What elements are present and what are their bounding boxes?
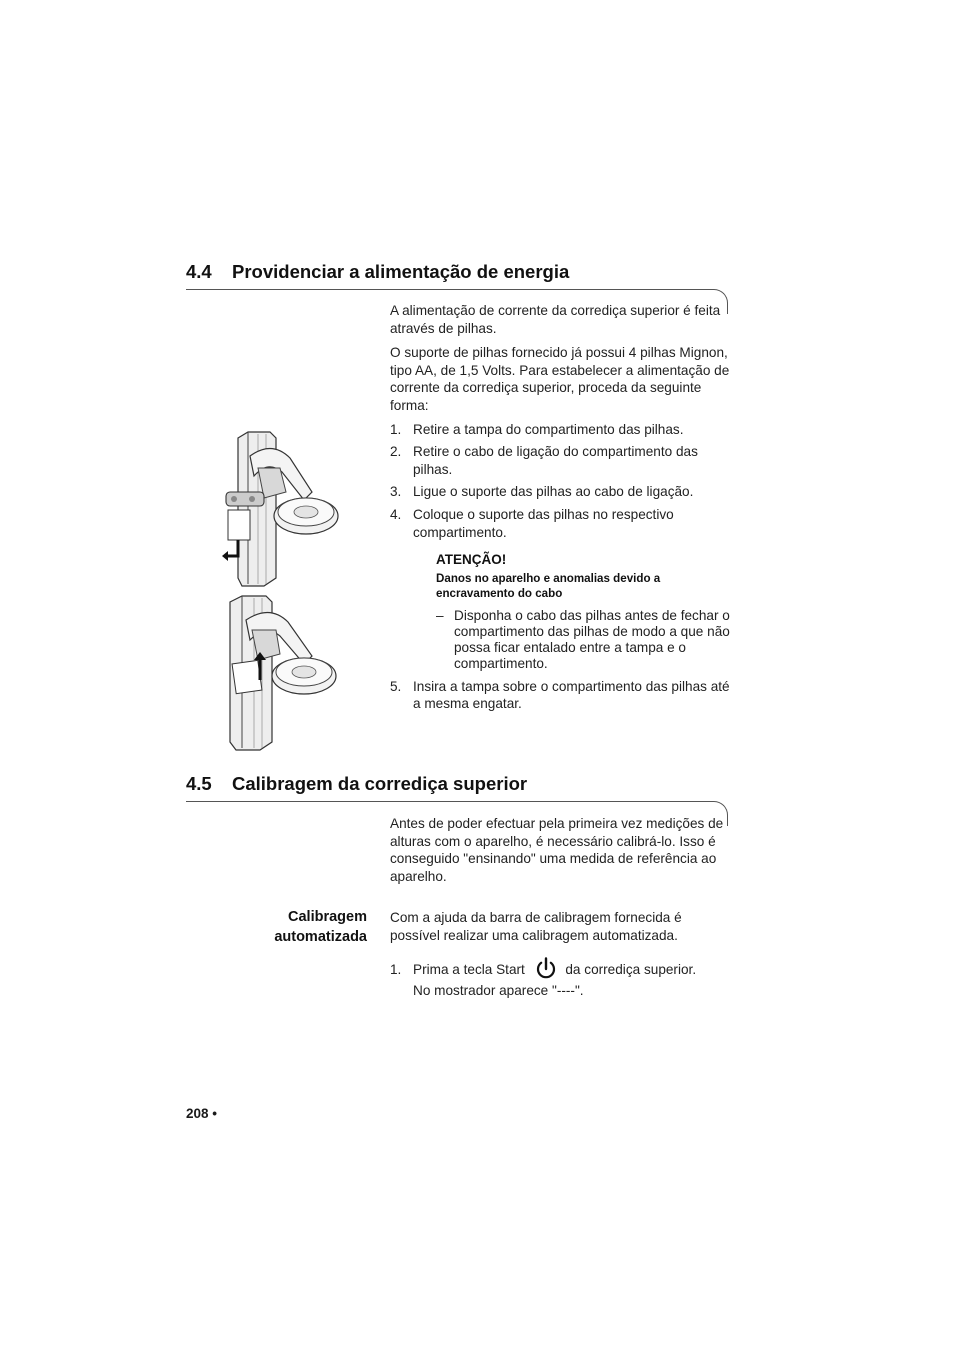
section-4-4-body: [390, 302, 730, 713]
list-item: [390, 421, 730, 439]
side-heading-line: Calibragem: [288, 909, 367, 925]
step-number: 1.: [390, 421, 402, 437]
step-number: 4.: [390, 506, 402, 522]
list-item: [390, 678, 730, 713]
power-icon: [534, 957, 558, 981]
step-text: Ligue o suporte das pilhas ao cabo de ligação.: [413, 484, 694, 500]
step-text: Retire a tampa do compartimento das pilhas.: [413, 421, 684, 437]
step-number: 5.: [390, 678, 402, 694]
step-text: da corrediça superior.: [565, 962, 697, 977]
battery-paragraph: O suporte de pilhas fornecido já possui 4 pilhas Mignon, tipo AA, de 1,5 Volts. Para estabelecer a alimentação de corrente da corrediça superior, proceda da seguinte forma:: [390, 345, 730, 413]
list-item: [390, 506, 730, 541]
cover-close-illustration: [220, 592, 342, 752]
steps-list-continued: [390, 678, 730, 713]
warning-box: [436, 551, 730, 672]
steps-list: [390, 421, 730, 542]
step-number: 1.: [390, 962, 402, 977]
step-text: Insira a tampa sobre o compartimento das pilhas até a mesma engatar.: [413, 678, 730, 712]
calibration-intro: Antes de poder efectuar pela primeira vez medições de alturas com o aparelho, é necessário calibrá-lo. Isso é conseguido "ensinando" uma medida de referência ao aparelho.: [390, 816, 724, 884]
dash-bullet: –: [436, 607, 444, 623]
battery-insert-illustration: [220, 428, 342, 590]
section-number: 4.5: [186, 773, 212, 794]
step-text: Prima a tecla Start: [413, 962, 525, 977]
step-text: Coloque o suporte das pilhas no respectivo compartimento.: [413, 506, 674, 540]
calibration-step-1: [390, 957, 730, 981]
step-number: 2.: [390, 444, 402, 460]
section-4-4-heading: [186, 261, 569, 283]
list-item: [390, 483, 730, 501]
warning-title: ATENÇÃO!: [436, 552, 507, 568]
intro-paragraph: A alimentação de corrente da corrediça superior é feita através de pilhas.: [390, 303, 721, 336]
side-heading-line: automatizada: [274, 929, 367, 945]
auto-calibration-paragraph: Com a ajuda da barra de calibragem fornecida é possível realizar uma calibragem automatizada.: [390, 910, 682, 943]
page-number: 208 •: [186, 1106, 218, 1121]
warning-subtitle: Danos no aparelho e anomalias devido a encravamento do cabo: [436, 571, 661, 601]
list-item: [390, 443, 730, 478]
calibration-step-note: No mostrador aparece "----".: [413, 983, 584, 998]
step-text: Retire o cabo de ligação do compartimento das pilhas.: [413, 444, 698, 477]
warning-item: [436, 608, 730, 672]
section-title: Calibragem da corrediça superior: [232, 773, 528, 794]
step-number: 3.: [390, 484, 402, 500]
section-number: 4.4: [186, 261, 212, 282]
section-4-5-heading: [186, 773, 527, 795]
section-title: Providenciar a alimentação de energia: [232, 261, 570, 282]
side-heading: [220, 907, 367, 947]
warning-item-text: Disponha o cabo das pilhas antes de fechar o compartimento das pilhas de modo a que não possa ficar entalado entre a tampa e o compartimento.: [454, 607, 730, 671]
